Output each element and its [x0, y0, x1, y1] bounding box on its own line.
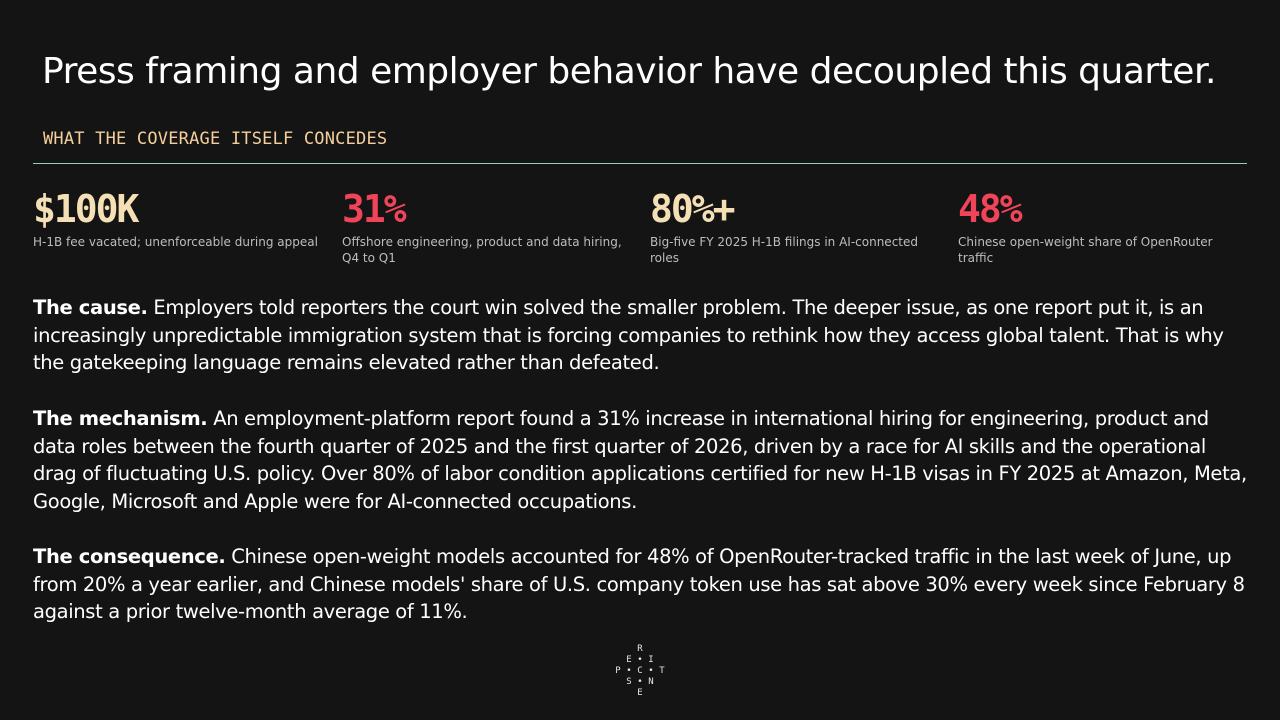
paragraph-lead: The mechanism.: [33, 407, 208, 430]
logo-dot: •: [637, 655, 643, 665]
logo-dot: •: [626, 666, 632, 676]
logo-dot: •: [648, 666, 654, 676]
page-title: Press framing and employer behavior have decoupled this quarter.: [42, 51, 1216, 92]
stat-caption: Big-five FY 2025 H-1B filings in AI-connected roles: [650, 235, 918, 265]
stat-offshore-hiring: [342, 186, 624, 266]
paragraph-cause: [33, 294, 1253, 377]
stat-fee: [33, 186, 323, 250]
paragraph-lead: The consequence.: [33, 545, 226, 568]
paragraph-text: Employers told reporters the court win solved the smaller problem. The deeper issue, as one report put it, is an increasingly unpredictable immigration system that is forcing companies to rethink how they access global talent. That is why the gatekeeping language remains elevated rather than defeated.: [33, 296, 1224, 374]
divider-rule: [33, 163, 1247, 164]
paragraph-lead: The cause.: [33, 296, 148, 319]
section-kicker: WHAT THE COVERAGE ITSELF CONCEDES: [43, 129, 388, 149]
paragraph-text: An employment-platform report found a 31% increase in international hiring for engineering, product and data roles between the fourth quarter of 2025 and the first quarter of 2026, driven by a race for AI skills and the operational drag of fluctuating U.S. policy. Over 80% of labor condition applications certified for new H-1B visas in FY 2025 at Amazon, Meta, Google, Microsoft and Apple were for AI-connected occupations.: [33, 407, 1247, 513]
stat-caption: Offshore engineering, product and data hiring, Q4 to Q1: [342, 235, 622, 265]
stat-openrouter-share: [958, 186, 1228, 266]
logo-letter: C: [637, 666, 643, 676]
brand-logo: [612, 644, 668, 702]
stat-h1b-filings: [650, 186, 932, 266]
logo-letter: R: [637, 644, 643, 654]
paragraph-text: Chinese open-weight models accounted for 48% of OpenRouter-tracked traffic in the last week of June, up from 20% a year earlier, and Chinese models' share of U.S. company token use has sat above 30% every week since February 8 against a prior twelve-month average of 11%.: [33, 545, 1245, 623]
logo-letter: E: [626, 655, 632, 665]
paragraph-consequence: [33, 543, 1253, 626]
logo-letter: I: [648, 655, 654, 665]
logo-letter: T: [659, 666, 665, 676]
logo-letter: P: [615, 666, 621, 676]
paragraph-mechanism: [33, 405, 1253, 515]
logo-letter: S: [626, 677, 632, 687]
stat-value: 31%: [342, 187, 405, 231]
stat-caption: H-1B fee vacated; unenforceable during appeal: [33, 235, 318, 249]
stat-value: 48%: [958, 187, 1021, 231]
logo-dot: •: [637, 677, 643, 687]
stat-value: $100K: [33, 187, 138, 231]
stat-value: 80%+: [650, 187, 734, 231]
logo-letter: N: [648, 677, 654, 687]
logo-letter: E: [637, 688, 643, 698]
stat-caption: Chinese open-weight share of OpenRouter traffic: [958, 235, 1213, 265]
